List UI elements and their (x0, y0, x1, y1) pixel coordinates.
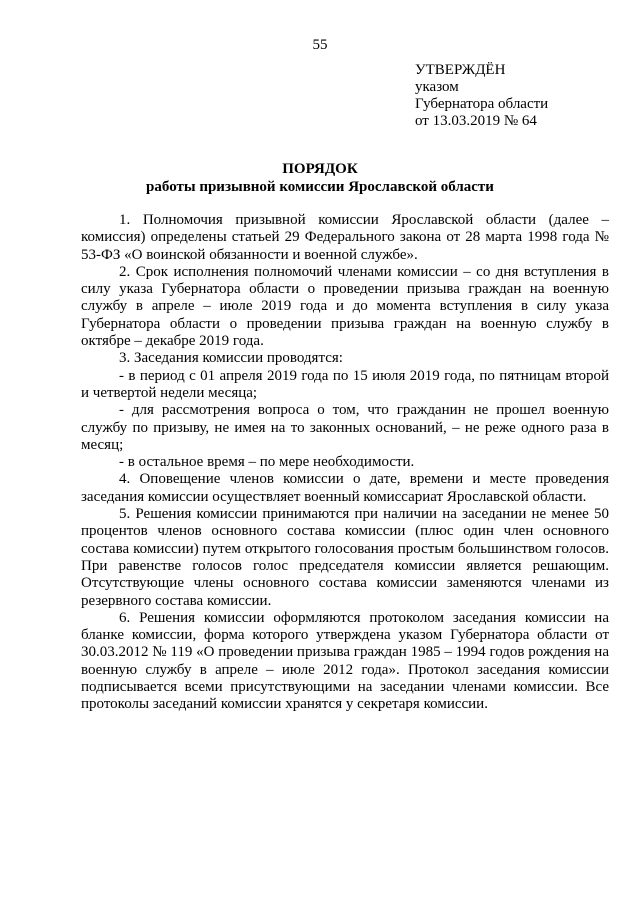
document-body (81, 212, 609, 714)
approval-line-date: от 13.03.2019 № 64 (415, 113, 537, 129)
paragraph-3: 3. Заседания комиссии проводятся: (119, 350, 343, 367)
paragraph-5: 5. Решения комиссии принимаются при наличии на заседании не менее 50 процентов членов основного состава комиссии (плюс один член основного состава комиссии) путем открытого голосования простым большинством голосов. При равенстве голосов голос председателя комиссии является решающим. Отсутствующие члены основного состава комиссии заменяются членами из резервного состава комиссии. (81, 506, 609, 609)
title-heading: ПОРЯДОК (282, 161, 358, 177)
paragraph-3-item-2: - для рассмотрения вопроса о том, что гражданин не прошел военную службу по призыву, не имея на то законных оснований, – не реже одного раза в месяц; (81, 402, 609, 453)
title-subheading: работы призывной комиссии Ярославской области (146, 179, 494, 195)
paragraph-1: 1. Полномочия призывной комиссии Ярославской области (далее – комиссия) определены статьей 29 Федерального закона от 28 марта 1998 года № 53-ФЗ «О воинской обязанности и военной службе». (81, 212, 609, 263)
paragraph-3-item-3: - в остальное время – по мере необходимости. (119, 454, 415, 471)
paragraph-6: 6. Решения комиссии оформляются протоколом заседания комиссии на бланке комиссии, форма которого утверждена указом Губернатора области от 30.03.2012 № 119 «О проведении призыва граждан 1985 – 1994 годов рождения на военную службу в апреле – июле 2012 года». Протокол заседания комиссии подписывается всеми присутствующими на заседании членами комиссии. Все протоколы заседаний комиссии хранятся у секретаря комиссии. (81, 609, 609, 713)
document-title (0, 160, 640, 196)
paragraph-3-item-1: - в период с 01 апреля 2019 года по 15 июля 2019 года, по пятницам второй и четвертой недели месяца; (81, 367, 609, 401)
page-number: 55 (312, 37, 328, 53)
approval-line-governor: Губернатора области (415, 96, 549, 112)
approval-stamp (415, 62, 548, 130)
paragraph-4: 4. Оповещение членов комиссии о дате, времени и месте проведения заседания комиссии осуществляет военный комиссариат Ярославской области. (81, 471, 609, 505)
paragraph-2: 2. Срок исполнения полномочий членами комиссии – со дня вступления в силу указа Губернатора области о проведении призыва граждан на военную службу в апреле – июле 2019 года и до момента вступления в силу указа Губернатора области о проведении призыва граждан на военную службу в октябре – декабре 2019 года. (81, 263, 609, 350)
approval-line-decree: указом (415, 79, 459, 95)
approval-line-approved: УТВЕРЖДЁН (415, 62, 506, 78)
